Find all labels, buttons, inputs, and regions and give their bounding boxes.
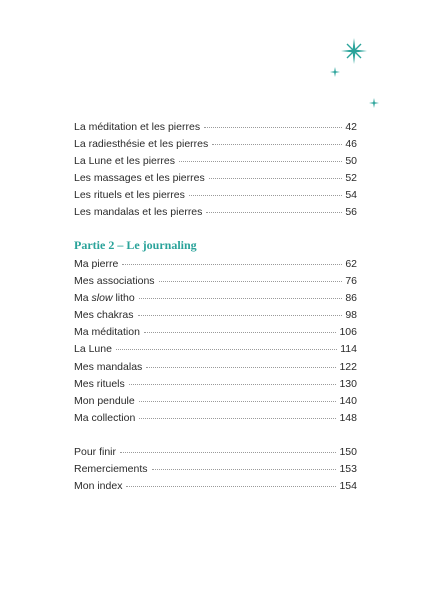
toc-entry-title: Les massages et les pierres — [74, 172, 205, 185]
toc-entry[interactable] — [74, 324, 357, 341]
toc-entry-title: Mon pendule — [74, 394, 135, 407]
toc-entry[interactable] — [74, 256, 357, 273]
toc-entry-title: Les mandalas et les pierres — [74, 206, 203, 219]
toc-entry-title: Pour finir — [74, 446, 117, 458]
part-2-heading: Partie 2 – Le journaling — [74, 238, 197, 252]
leader-dots — [139, 417, 336, 419]
toc-entry-title: Ma collection — [74, 411, 136, 424]
leader-dots — [120, 451, 336, 453]
toc-entry-title: Mes associations — [74, 275, 155, 288]
toc-entry-title: La Lune et les pierres — [74, 155, 175, 168]
leader-dots — [206, 211, 342, 213]
title-part: litho — [112, 292, 135, 305]
toc-entry[interactable] — [74, 170, 357, 187]
toc-entry-page: 122 — [339, 360, 357, 373]
toc-entry[interactable] — [74, 290, 357, 307]
toc-entry-page: 54 — [345, 189, 357, 202]
toc-entry-title: Mes chakras — [74, 309, 134, 322]
leader-dots — [122, 263, 342, 265]
toc-entry-page: 52 — [345, 172, 357, 185]
toc-entry[interactable] — [74, 359, 357, 376]
toc-entry-page: 140 — [339, 394, 357, 407]
toc-entry-title: La méditation et les pierres — [74, 121, 201, 133]
toc-entry-page: 114 — [340, 343, 357, 356]
toc-entry-page: 150 — [339, 446, 357, 458]
toc-entry[interactable] — [74, 136, 357, 153]
toc-entry[interactable] — [74, 153, 357, 170]
leader-dots — [144, 331, 337, 333]
toc-entry[interactable] — [74, 341, 357, 358]
toc-continued-list — [74, 119, 357, 222]
toc-entry-page: 46 — [345, 138, 357, 151]
leader-dots — [152, 468, 337, 470]
toc-entry-page: 86 — [345, 292, 357, 305]
title-part: Ma — [74, 292, 92, 305]
toc-entry[interactable] — [74, 376, 357, 393]
toc-entry-title: Ma méditation — [74, 326, 140, 339]
toc-entry[interactable] — [74, 461, 357, 478]
toc-entry[interactable] — [74, 204, 357, 221]
toc-entry-page: 42 — [345, 121, 357, 133]
toc-entry-title: Remerciements — [74, 463, 148, 476]
toc-entry[interactable] — [74, 393, 357, 410]
toc-entry-page: 148 — [339, 411, 357, 424]
toc-entry[interactable] — [74, 444, 357, 461]
toc-entry-page: 106 — [339, 326, 357, 339]
leader-dots — [139, 297, 342, 299]
title-italic-part: slow — [91, 292, 113, 305]
toc-entry-title — [74, 290, 135, 307]
leader-dots — [139, 400, 337, 402]
toc-entry-page: 98 — [345, 309, 357, 322]
toc-entry[interactable] — [74, 478, 357, 495]
toc-entry-page: 62 — [345, 258, 357, 270]
leader-dots — [146, 366, 336, 368]
leader-dots — [116, 348, 337, 350]
toc-entry-page: 56 — [345, 206, 357, 219]
sparkle-star-icon — [341, 38, 367, 64]
toc-entry-page: 76 — [345, 275, 357, 288]
toc-entry-page: 154 — [339, 480, 357, 493]
toc-entry-page: 50 — [345, 155, 357, 168]
toc-entry[interactable] — [74, 273, 357, 290]
toc-entry[interactable] — [74, 187, 357, 204]
leader-dots — [159, 280, 342, 282]
toc-entry[interactable] — [74, 119, 357, 136]
small-star-icon — [369, 98, 379, 108]
leader-dots — [189, 194, 342, 196]
toc-entry-title: Les rituels et les pierres — [74, 189, 185, 202]
toc-entry-title: Mes mandalas — [74, 360, 143, 373]
toc-back-matter-list — [74, 444, 357, 495]
toc-entry-title: La Lune — [74, 343, 112, 356]
toc-entry-title: Mon index — [74, 480, 123, 493]
toc-entry-page: 130 — [339, 377, 357, 390]
small-star-icon — [330, 67, 340, 77]
toc-entry-title: Mes rituels — [74, 377, 125, 390]
toc-entry[interactable] — [74, 307, 357, 324]
leader-dots — [138, 314, 342, 316]
leader-dots — [212, 143, 342, 145]
toc-entry[interactable] — [74, 410, 357, 427]
toc-entry-title: La radiesthésie et les pierres — [74, 138, 209, 151]
leader-dots — [129, 383, 337, 385]
leader-dots — [179, 160, 342, 162]
leader-dots — [209, 177, 342, 179]
leader-dots — [204, 126, 342, 128]
toc-part-2-list — [74, 256, 357, 427]
toc-entry-title: Ma pierre — [74, 258, 119, 270]
leader-dots — [126, 485, 336, 487]
toc-entry-page: 153 — [339, 463, 357, 476]
